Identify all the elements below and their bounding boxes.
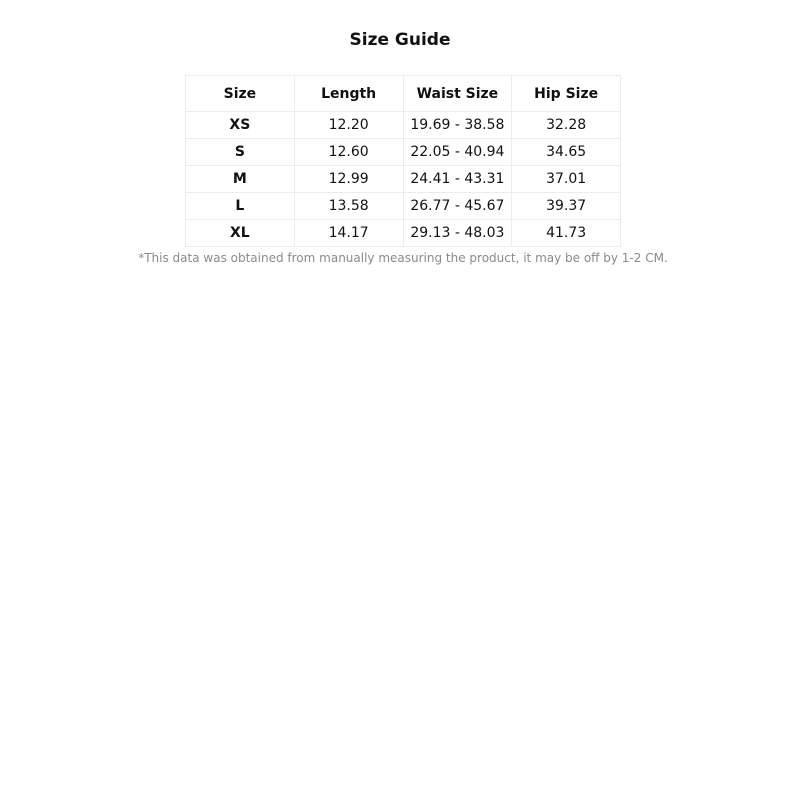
length-cell: 12.99 bbox=[294, 166, 403, 193]
measurement-disclaimer: *This data was obtained from manually measuring the product, it may be off by 1-2 CM. bbox=[138, 251, 668, 265]
length-cell: 13.58 bbox=[294, 193, 403, 220]
hip-cell: 32.28 bbox=[512, 112, 621, 139]
header-length: Length bbox=[294, 76, 403, 112]
size-cell: L bbox=[186, 193, 295, 220]
hip-cell: 37.01 bbox=[512, 166, 621, 193]
table-row bbox=[186, 139, 621, 166]
table-header-row bbox=[186, 76, 621, 112]
length-cell: 12.60 bbox=[294, 139, 403, 166]
table-row bbox=[186, 193, 621, 220]
table-row bbox=[186, 112, 621, 139]
size-guide-table bbox=[185, 75, 621, 247]
table-row bbox=[186, 220, 621, 247]
header-waist-size: Waist Size bbox=[403, 76, 512, 112]
header-hip-size: Hip Size bbox=[512, 76, 621, 112]
size-cell: XL bbox=[186, 220, 295, 247]
hip-cell: 41.73 bbox=[512, 220, 621, 247]
hip-cell: 34.65 bbox=[512, 139, 621, 166]
waist-cell: 22.05 - 40.94 bbox=[403, 139, 512, 166]
waist-cell: 19.69 - 38.58 bbox=[403, 112, 512, 139]
waist-cell: 24.41 - 43.31 bbox=[403, 166, 512, 193]
waist-cell: 26.77 - 45.67 bbox=[403, 193, 512, 220]
hip-cell: 39.37 bbox=[512, 193, 621, 220]
size-cell: M bbox=[186, 166, 295, 193]
waist-cell: 29.13 - 48.03 bbox=[403, 220, 512, 247]
header-size: Size bbox=[186, 76, 295, 112]
page-title: Size Guide bbox=[349, 30, 451, 50]
size-cell: XS bbox=[186, 112, 295, 139]
length-cell: 14.17 bbox=[294, 220, 403, 247]
size-cell: S bbox=[186, 139, 295, 166]
length-cell: 12.20 bbox=[294, 112, 403, 139]
table-row bbox=[186, 166, 621, 193]
